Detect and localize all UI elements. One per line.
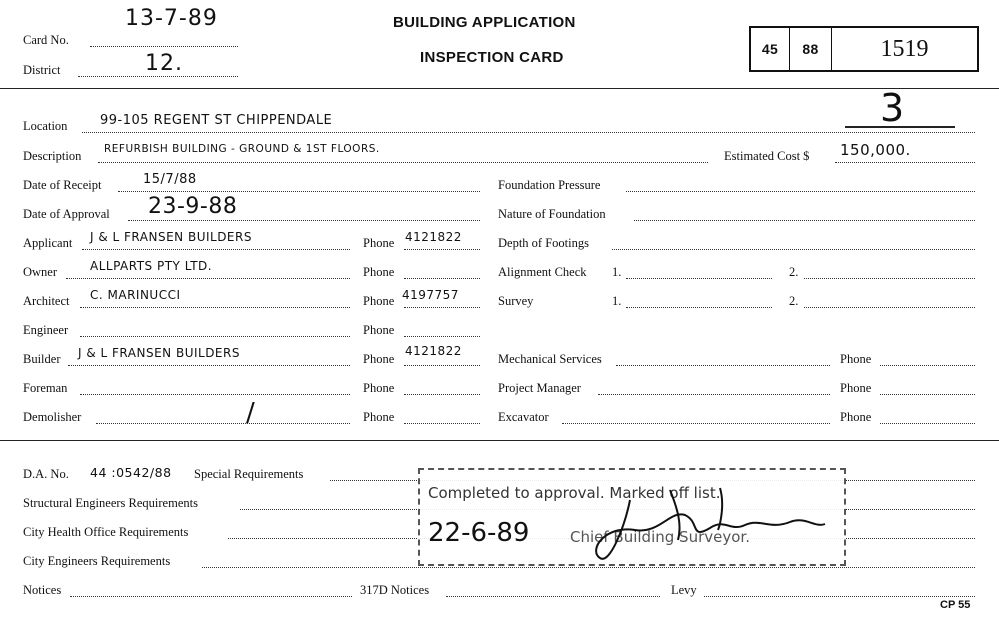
owner-line bbox=[66, 278, 350, 279]
date-of-approval-line bbox=[128, 220, 480, 221]
builder-line bbox=[68, 365, 350, 366]
date-of-receipt-line bbox=[118, 191, 480, 192]
foundation-pressure-line bbox=[626, 191, 975, 192]
city-engineers-label: City Engineers Requirements bbox=[23, 554, 171, 568]
notices-317d-line bbox=[446, 596, 660, 597]
date-of-approval-value: 23-9-88 bbox=[148, 194, 238, 219]
alignment-check-num1: 1. bbox=[612, 265, 622, 279]
date-of-approval-label: Date of Approval bbox=[23, 207, 110, 221]
mechanical-services-label: Mechanical Services bbox=[498, 352, 602, 366]
engineer-phone-line bbox=[404, 336, 480, 337]
alignment-check-line2 bbox=[804, 278, 975, 279]
depth-of-footings-line bbox=[612, 249, 975, 250]
engineer-label: Engineer bbox=[23, 323, 69, 337]
district-line bbox=[78, 76, 238, 77]
foreman-phone-label: Phone bbox=[363, 381, 395, 395]
demolisher-line bbox=[96, 423, 350, 424]
demolisher-phone-line bbox=[404, 423, 480, 424]
description-value: REFURBISH BUILDING - GROUND & 1ST FLOORS. bbox=[104, 143, 380, 155]
project-manager-phone-label: Phone bbox=[840, 381, 872, 395]
survey-num1: 1. bbox=[612, 294, 622, 308]
footer-code: CP 55 bbox=[940, 599, 971, 611]
ref-cell-1: 45 bbox=[751, 28, 790, 70]
architect-phone-label: Phone bbox=[363, 294, 395, 308]
architect-phone-line bbox=[404, 307, 480, 308]
page-title-line1: BUILDING APPLICATION bbox=[393, 14, 576, 31]
levy-line bbox=[704, 596, 975, 597]
project-manager-line bbox=[598, 394, 830, 395]
applicant-label: Applicant bbox=[23, 236, 73, 250]
special-requirements-label: Special Requirements bbox=[194, 467, 304, 481]
engineer-phone-label: Phone bbox=[363, 323, 395, 337]
header-divider bbox=[0, 88, 999, 89]
card-no-label: Card No. bbox=[23, 33, 69, 47]
survey-line2 bbox=[804, 307, 975, 308]
card-no-value: 13-7-89 bbox=[125, 6, 218, 31]
handwritten-underline bbox=[845, 126, 955, 128]
demolisher-label: Demolisher bbox=[23, 410, 82, 424]
project-manager-label: Project Manager bbox=[498, 381, 581, 395]
location-value: 99-105 REGENT ST CHIPPENDALE bbox=[100, 113, 333, 128]
depth-of-footings-label: Depth of Footings bbox=[498, 236, 589, 250]
foreman-label: Foreman bbox=[23, 381, 68, 395]
owner-value: ALLPARTS PTY LTD. bbox=[90, 259, 213, 273]
owner-phone-line bbox=[404, 278, 480, 279]
mechanical-services-phone-label: Phone bbox=[840, 352, 872, 366]
builder-label: Builder bbox=[23, 352, 61, 366]
card-no-line bbox=[90, 46, 238, 47]
district-value: 12. bbox=[145, 51, 183, 76]
structural-engineers-label: Structural Engineers Requirements bbox=[23, 496, 198, 510]
applicant-phone-line bbox=[404, 249, 480, 250]
foreman-line bbox=[80, 394, 350, 395]
excavator-phone-line bbox=[880, 423, 975, 424]
stamp-line1: Completed to approval. Marked off list. bbox=[428, 484, 721, 502]
date-of-receipt-label: Date of Receipt bbox=[23, 178, 102, 192]
demolisher-value: / bbox=[246, 398, 256, 428]
survey-label: Survey bbox=[498, 294, 534, 308]
stamp-line2: Chief Building Surveyor. bbox=[570, 528, 750, 546]
architect-label: Architect bbox=[23, 294, 70, 308]
nature-of-foundation-line bbox=[634, 220, 975, 221]
architect-phone-value: 4197757 bbox=[402, 288, 459, 302]
project-manager-phone-line bbox=[880, 394, 975, 395]
notices-label: Notices bbox=[23, 583, 62, 597]
levy-label: Levy bbox=[671, 583, 697, 597]
location-label: Location bbox=[23, 119, 68, 133]
applicant-phone-label: Phone bbox=[363, 236, 395, 250]
builder-phone-line bbox=[404, 365, 480, 366]
section-divider bbox=[0, 440, 999, 441]
stamp-date: 22-6-89 bbox=[428, 518, 530, 548]
da-no-label: D.A. No. bbox=[23, 467, 69, 481]
mechanical-services-phone-line bbox=[880, 365, 975, 366]
alignment-check-num2: 2. bbox=[789, 265, 799, 279]
location-line bbox=[82, 132, 975, 133]
estimated-cost-label: Estimated Cost $ bbox=[724, 149, 810, 163]
foreman-phone-line bbox=[404, 394, 480, 395]
reference-number-box bbox=[749, 26, 979, 72]
engineer-line bbox=[80, 336, 350, 337]
approval-stamp bbox=[418, 468, 846, 566]
excavator-phone-label: Phone bbox=[840, 410, 872, 424]
city-engineers-line bbox=[202, 567, 975, 568]
page-title-line2: INSPECTION CARD bbox=[420, 49, 564, 66]
district-label: District bbox=[23, 63, 61, 77]
ref-cell-2: 88 bbox=[790, 28, 832, 70]
alignment-check-label: Alignment Check bbox=[498, 265, 587, 279]
builder-phone-value: 4121822 bbox=[405, 344, 462, 358]
city-health-label: City Health Office Requirements bbox=[23, 525, 189, 539]
survey-line1 bbox=[626, 307, 772, 308]
owner-phone-label: Phone bbox=[363, 265, 395, 279]
ref-cell-3: 1519 bbox=[880, 35, 929, 62]
demolisher-phone-label: Phone bbox=[363, 410, 395, 424]
date-of-receipt-value: 15/7/88 bbox=[143, 172, 197, 187]
builder-phone-label: Phone bbox=[363, 352, 395, 366]
foundation-pressure-label: Foundation Pressure bbox=[498, 178, 601, 192]
description-label: Description bbox=[23, 149, 82, 163]
applicant-value: J & L FRANSEN BUILDERS bbox=[90, 230, 252, 244]
builder-value: J & L FRANSEN BUILDERS bbox=[78, 346, 240, 360]
signature-mark bbox=[420, 470, 844, 564]
notices-317d-label: 317D Notices bbox=[360, 583, 430, 597]
mechanical-services-line bbox=[616, 365, 830, 366]
estimated-cost-value: 150,000. bbox=[840, 141, 911, 159]
description-line bbox=[98, 162, 708, 163]
architect-value: C. MARINUCCI bbox=[90, 288, 181, 302]
handwritten-mark: 3 bbox=[880, 86, 905, 130]
estimated-cost-line bbox=[835, 162, 975, 163]
excavator-label: Excavator bbox=[498, 410, 549, 424]
da-no-value: 44 :0542/88 bbox=[90, 465, 172, 480]
survey-num2: 2. bbox=[789, 294, 799, 308]
applicant-line bbox=[82, 249, 350, 250]
owner-label: Owner bbox=[23, 265, 58, 279]
notices-line bbox=[70, 596, 352, 597]
excavator-line bbox=[562, 423, 830, 424]
architect-line bbox=[80, 307, 350, 308]
applicant-phone-value: 4121822 bbox=[405, 230, 462, 244]
nature-of-foundation-label: Nature of Foundation bbox=[498, 207, 606, 221]
alignment-check-line1 bbox=[626, 278, 772, 279]
